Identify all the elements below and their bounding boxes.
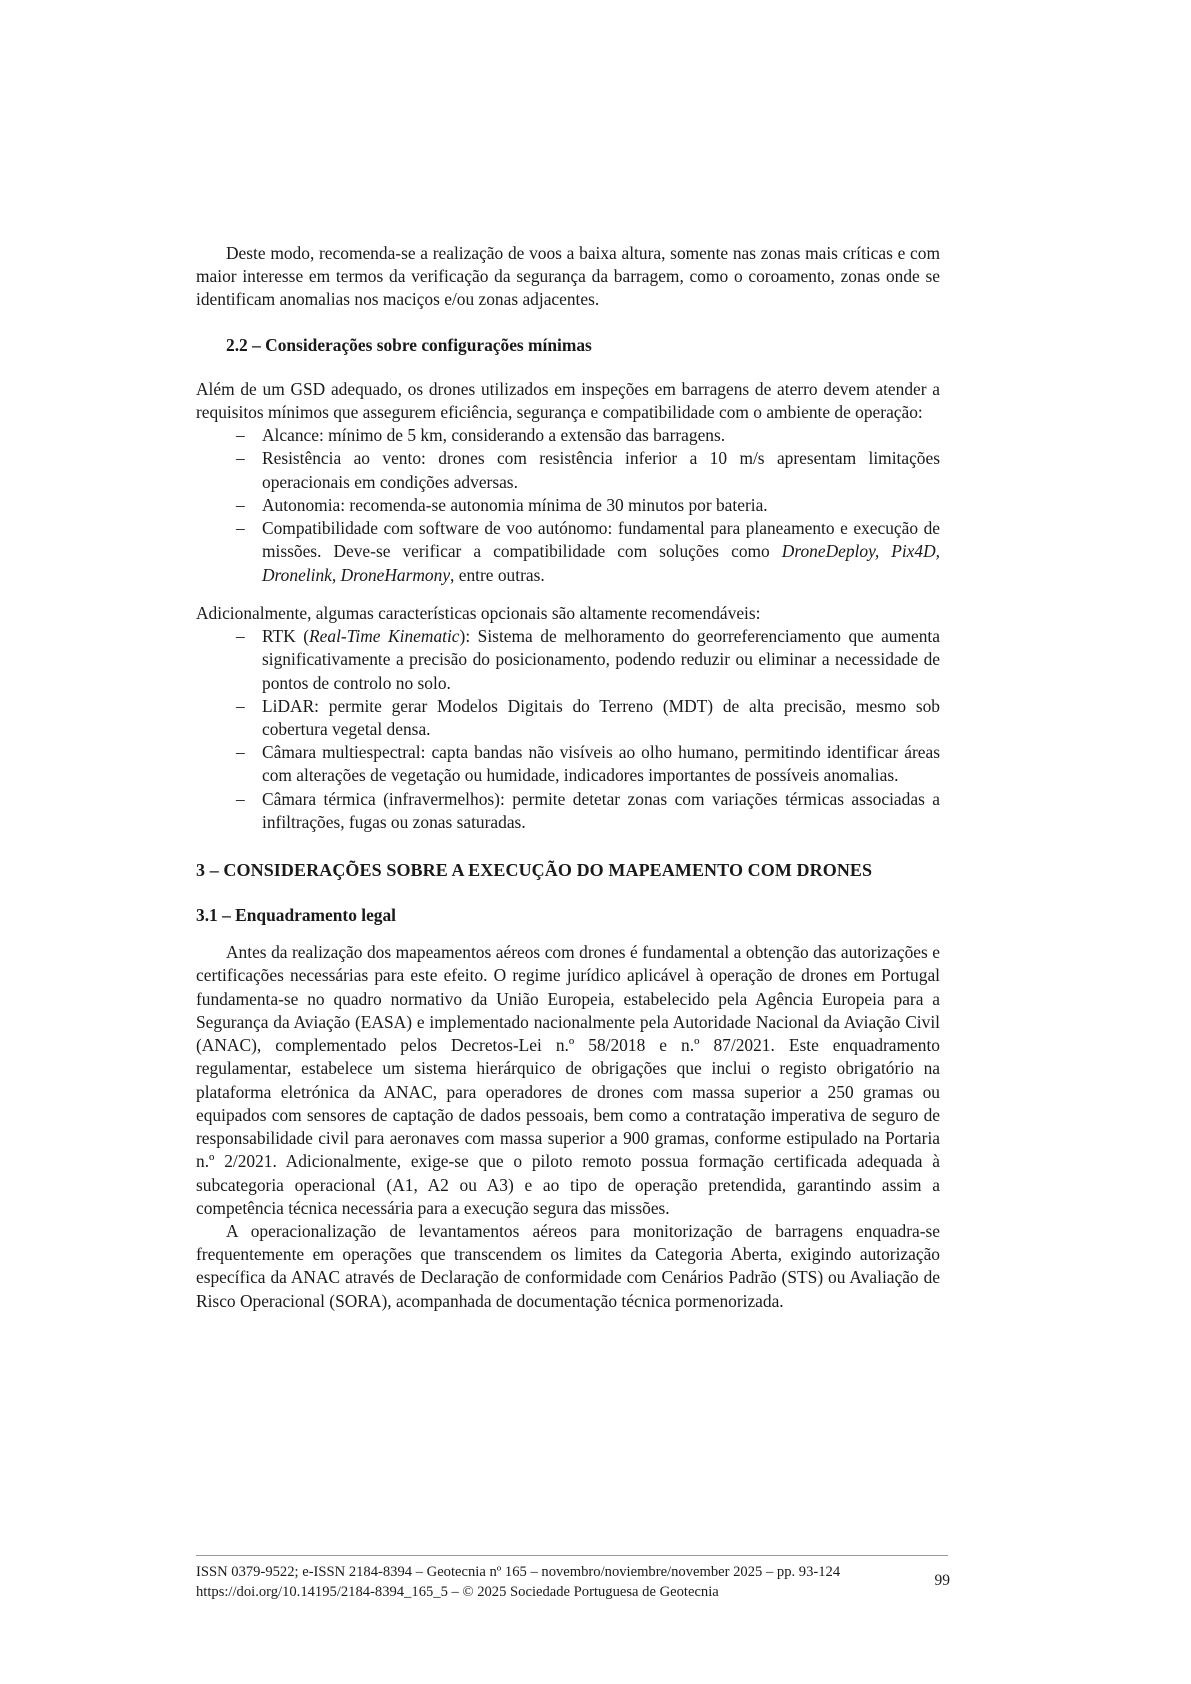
list-caracteristicas-opcionais	[196, 625, 940, 834]
dash-bullet-icon: –	[236, 425, 245, 446]
dash-bullet-icon: –	[236, 742, 245, 763]
list-item-label: Câmara térmica (infravermelhos): permite detetar zonas com variações térmicas associadas a infiltrações, fugas ou zonas saturadas.	[262, 788, 940, 832]
list-item-label: Resistência ao vento: drones com resistência inferior a 10 m/s apresentam limitações operacionais em condições adversas.	[262, 448, 940, 492]
list-item-text-before: Compatibilidade com software de voo autónomo: fundamental para planeamento e execução de missões. Deve-se verificar a compatibilidade com soluções como	[262, 518, 940, 562]
list-item-label: LiDAR: permite gerar Modelos Digitais do Terreno (MDT) de alta precisão, mesmo sob cobertura vegetal densa.	[262, 695, 940, 739]
list-item	[196, 741, 940, 787]
list-item-text-after: , entre outras.	[450, 564, 545, 585]
dash-bullet-icon: –	[236, 695, 245, 716]
heading-section-2-2: 2.2 – Considerações sobre configurações mínimas	[226, 334, 592, 355]
dash-bullet-icon: –	[236, 626, 245, 647]
paragraph-intro: Deste modo, recomenda-se a realização de voos a baixa altura, somente nas zonas mais críticas e com maior interesse em termos da verificação da segurança da barragem, como o coroamento, zonas onde se identificam anomalias nos maciços e/ou zonas adjacentes.	[196, 243, 940, 310]
list-item	[196, 424, 940, 447]
list-item-label: Câmara multiespectral: capta bandas não visíveis ao olho humano, permitindo identificar áreas com alterações de vegetação ou humidade, indicadores importantes de possíveis anomalias.	[262, 742, 940, 786]
footer-issn-line: ISSN 0379-9522; e-ISSN 2184-8394 – Geotecnia nº 165 – novembro/noviembre/november 2025 – pp. 93-124	[196, 1564, 841, 1580]
page-content	[196, 242, 940, 1313]
list-item	[196, 695, 940, 741]
list-requisitos-minimos	[196, 424, 940, 587]
list-item-software-names: DroneDeploy, Pix4D, Dronelink, DroneHarmony	[262, 541, 940, 585]
list-item	[196, 447, 940, 493]
dash-bullet-icon: –	[236, 448, 245, 469]
list-item-label: Autonomia: recomenda-se autonomia mínima de 30 minutos por bateria.	[262, 494, 768, 515]
heading-section-3-1: 3.1 – Enquadramento legal	[196, 905, 397, 926]
page-number: 99	[934, 1572, 950, 1589]
list-item	[196, 788, 940, 834]
list-item-rtk-prefix: RTK (	[262, 626, 310, 647]
footer-doi-line: https://doi.org/10.14195/2184-8394_165_5 – © 2025 Sociedade Portuguesa de Geotecnia	[196, 1584, 719, 1601]
list-item-label: Alcance: mínimo de 5 km, considerando a extensão das barragens.	[262, 425, 726, 446]
paragraph-legal-1: Antes da realização dos mapeamentos aéreos com drones é fundamental a obtenção das autorizações e certificações necessárias para este efeito. O regime jurídico aplicável à operação de drones em Portugal fundamenta-se no quadro normativo da União Europeia, estabelecido pela Agência Europeia para a Segurança da Aviação (EASA) e implementado nacionalmente pela Autoridade Nacional da Aviação Civil (ANAC), complementado pelos Decretos-Lei n.º 58/2018 e n.º 87/2021. Este enquadramento regulamentar, estabelece um sistema hierárquico de obrigações que inclui o registo obrigatório na plataforma eletrónica da ANAC, para operadores de drones com massa superior a 250 gramas ou equipados com sensores de captação de dados pessoais, bem como a contratação imperativa de seguro de responsabilidade civil para aeronaves com massa superior a 900 gramas, conforme estipulado na Portaria n.º 2/2021. Adicionalmente, exige-se que o piloto remoto possua formação certificada adequada à subcategoria operacional (A1, A2 ou A3) e ao tipo de operação pretendida, garantindo assim a competência técnica necessária para a execução segura das missões.	[196, 942, 940, 1218]
paragraph-opcionais: Adicionalmente, algumas características opcionais são altamente recomendáveis:	[196, 602, 761, 623]
dash-bullet-icon: –	[236, 494, 245, 515]
dash-bullet-icon: –	[236, 518, 245, 539]
paragraph-gsd: Além de um GSD adequado, os drones utilizados em inspeções em barragens de aterro devem atender a requisitos mínimos que assegurem eficiência, segurança e compatibilidade com o ambiente de operação:	[196, 378, 940, 422]
list-item-rtk	[196, 625, 940, 695]
heading-section-3: 3 – CONSIDERAÇÕES SOBRE A EXECUÇÃO DO MAPEAMENTO COM DRONES	[196, 860, 873, 881]
list-item	[196, 494, 940, 517]
list-item-compatibilidade	[196, 517, 940, 587]
dash-bullet-icon: –	[236, 788, 245, 809]
page-footer	[196, 1555, 948, 1603]
list-item-rtk-italic: Real-Time Kinematic	[309, 626, 460, 647]
list-item-rtk-suffix: ): Sistema de melhoramento do georreferenciamento que aumenta significativamente a precisão do posicionamento, podendo reduzir ou eliminar a necessidade de pontos de controlo no solo.	[262, 626, 940, 693]
paragraph-legal-2: A operacionalização de levantamentos aéreos para monitorização de barragens enquadra-se frequentemente em operações que transcendem os limites da Categoria Aberta, exigindo autorização específica da ANAC através de Declaração de conformidade com Cenários Padrão (STS) ou Avaliação de Risco Operacional (SORA), acompanhada de documentação técnica pormenorizada.	[196, 1220, 940, 1311]
